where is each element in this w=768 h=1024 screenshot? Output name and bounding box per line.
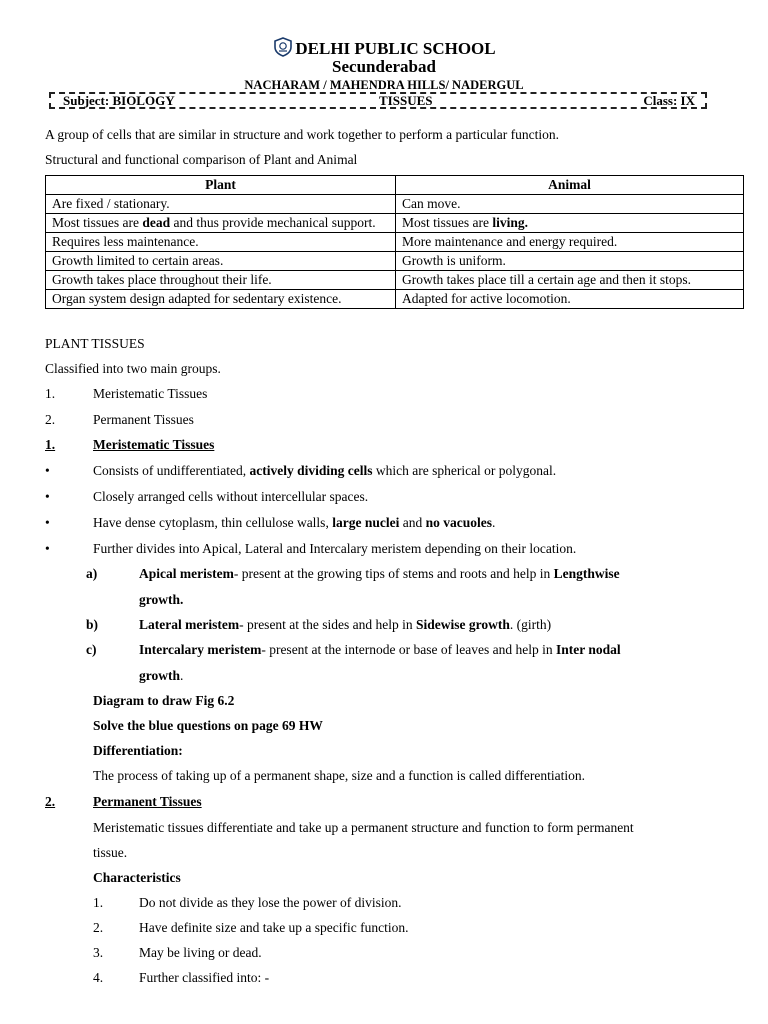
bullet-dot: • <box>45 515 50 530</box>
header-plant: Plant <box>46 176 396 195</box>
comparison-title: Structural and functional comparison of Plant and Animal <box>45 152 358 167</box>
permanent-text: Meristematic tissues differentiate and take up a permanent structure and function to form permanent <box>93 820 634 835</box>
table-row <box>46 271 744 290</box>
table-row <box>46 252 744 271</box>
characteristics-heading: Characteristics <box>93 870 181 885</box>
list-item: Do not divide as they lose the power of division. <box>139 895 402 910</box>
sub-label-c: c) <box>86 642 97 657</box>
table-row <box>46 233 744 252</box>
animal-cell: Adapted for active locomotion. <box>396 290 744 309</box>
homework-instruction: Solve the blue questions on page 69 HW <box>93 718 323 733</box>
bullet-text: Have dense cytoplasm, thin cellulose walls, large nuclei and no vacuoles. <box>93 515 496 530</box>
list-number: 1. <box>93 895 104 910</box>
table-row <box>46 214 744 233</box>
permanent-text-line2: tissue. <box>93 845 128 860</box>
class-label: Class: IX <box>643 93 695 108</box>
meristematic-heading: Meristematic Tissues <box>93 437 215 452</box>
differentiation-heading: Differentiation: <box>93 743 183 758</box>
list-item: Further classified into: - <box>139 970 270 985</box>
bullet-dot: • <box>45 541 50 556</box>
animal-cell: Growth takes place till a certain age and then it stops. <box>396 271 744 290</box>
group-item: Permanent Tissues <box>93 412 194 427</box>
animal-cell: Most tissues are living. <box>396 214 744 233</box>
permanent-heading: Permanent Tissues <box>93 794 202 809</box>
school-campuses: NACHARAM / MAHENDRA HILLS/ NADERGUL <box>244 78 524 92</box>
group-number: 2. <box>45 412 56 427</box>
intro-text: A group of cells that are similar in structure and work together to perform a particular function. <box>45 127 559 142</box>
school-logo-icon <box>272 36 294 58</box>
lateral-meristem-text: Lateral meristem- present at the sides and help in Sidewise growth. (girth) <box>139 617 552 632</box>
list-number: 4. <box>93 970 104 985</box>
plant-cell: Growth takes place throughout their life. <box>46 271 396 290</box>
bullet-dot: • <box>45 489 50 504</box>
diagram-instruction: Diagram to draw Fig 6.2 <box>93 693 235 708</box>
section-number: 1. <box>45 437 56 452</box>
section-number: 2. <box>45 794 56 809</box>
group-number: 1. <box>45 386 56 401</box>
list-item: May be living or dead. <box>139 945 262 960</box>
sub-label-b: b) <box>86 617 99 632</box>
differentiation-text: The process of taking up of a permanent shape, size and a function is called differentiation. <box>93 768 585 783</box>
list-number: 3. <box>93 945 104 960</box>
bullet-text: Consists of undifferentiated, actively dividing cells which are spherical or polygonal. <box>93 463 557 478</box>
animal-cell: Can move. <box>396 195 744 214</box>
plant-cell: Most tissues are dead and thus provide mechanical support. <box>46 214 396 233</box>
apical-meristem-text-line2: growth. <box>139 592 184 607</box>
bullet-text: Closely arranged cells without intercellular spaces. <box>93 489 369 504</box>
apical-meristem-text: Apical meristem- present at the growing tips of stems and roots and help in Lengthwise <box>139 566 620 581</box>
plant-tissues-heading: PLANT TISSUES <box>45 336 145 351</box>
plant-cell: Organ system design adapted for sedentary existence. <box>46 290 396 309</box>
table-row <box>46 290 744 309</box>
group-item: Meristematic Tissues <box>93 386 208 401</box>
classified-text: Classified into two main groups. <box>45 361 221 376</box>
list-item: Have definite size and take up a specific function. <box>139 920 409 935</box>
subject-bar <box>49 92 707 109</box>
intercalary-meristem-text-line2: growth. <box>139 668 184 683</box>
comparison-table <box>45 175 744 309</box>
intercalary-meristem-text: Intercalary meristem- present at the internode or base of leaves and help in Inter nodal <box>139 642 621 657</box>
animal-cell: Growth is uniform. <box>396 252 744 271</box>
plant-cell: Are fixed / stationary. <box>46 195 396 214</box>
topic-label: TISSUES <box>379 93 433 108</box>
table-row <box>46 195 744 214</box>
header-animal: Animal <box>396 176 744 195</box>
school-city: Secunderabad <box>332 57 436 76</box>
bullet-text: Further divides into Apical, Lateral and Intercalary meristem depending on their location. <box>93 541 577 556</box>
school-name: DELHI PUBLIC SCHOOL <box>0 36 768 59</box>
table-header-row <box>46 176 744 195</box>
bullet-dot: • <box>45 463 50 478</box>
subject-label: Subject: BIOLOGY <box>63 93 175 108</box>
plant-cell: Growth limited to certain areas. <box>46 252 396 271</box>
plant-cell: Requires less maintenance. <box>46 233 396 252</box>
animal-cell: More maintenance and energy required. <box>396 233 744 252</box>
sub-label-a: a) <box>86 566 98 581</box>
list-number: 2. <box>93 920 104 935</box>
